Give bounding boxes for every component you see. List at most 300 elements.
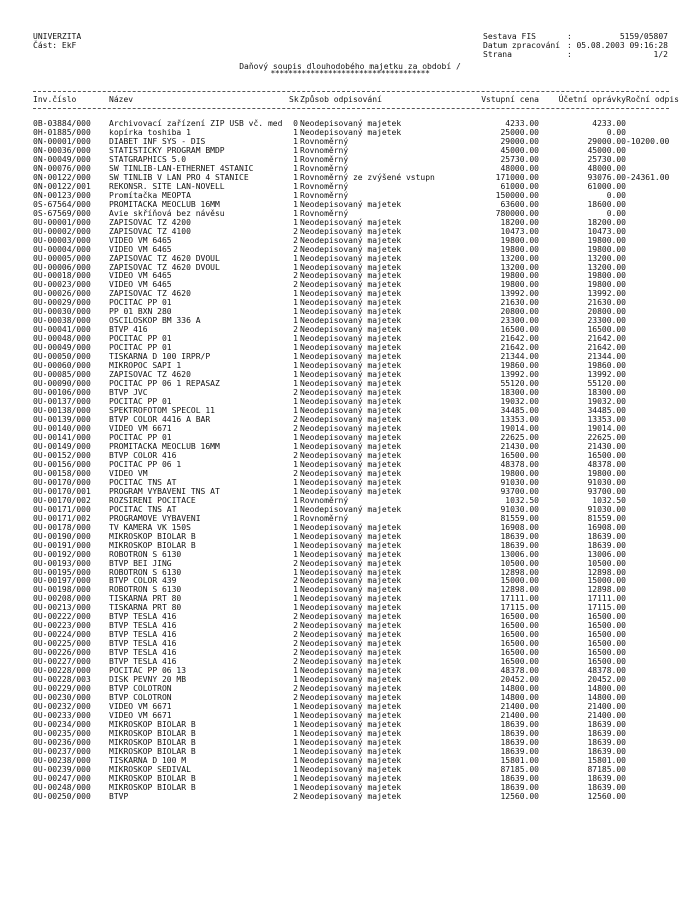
input-price: 12560.00: [500, 791, 539, 801]
asset-name: OSCILOSKOP BM 336 A: [109, 316, 201, 326]
depreciation-method: Neodepisovaný majetek: [300, 648, 402, 658]
table-header: [0, 95, 700, 104]
asset-name: ZAPISOVAC TZ 4620: [109, 370, 191, 380]
depreciation-group: 1: [293, 432, 298, 442]
depreciation-group: 1: [293, 522, 298, 532]
table-row: [0, 325, 700, 334]
input-price: 16500.00: [500, 630, 539, 640]
accounting-depreciation: 18639.00: [587, 540, 626, 550]
input-price: 15000.00: [500, 576, 539, 586]
input-price: 63600.00: [500, 199, 539, 209]
depreciation-method: Neodepisovaný majetek: [300, 307, 402, 317]
input-price: 34485.00: [500, 406, 539, 416]
input-price: 29000.00: [500, 136, 539, 146]
depreciation-group: 1: [293, 477, 298, 487]
depreciation-group: 1: [293, 719, 298, 729]
asset-name: MIKROSKOP BIOLAR B: [109, 728, 196, 738]
inv-number: 0N-00122/001: [33, 181, 91, 191]
accounting-depreciation: 19860.00: [587, 361, 626, 371]
accounting-depreciation: 19800.00: [587, 244, 626, 254]
asset-name: STATISTICKY PROGRAM BMDP: [109, 145, 225, 155]
table-row: [0, 433, 700, 442]
table-row: [0, 720, 700, 729]
depreciation-method: Neodepisovaný majetek: [300, 406, 402, 416]
table-row: [0, 424, 700, 433]
asset-name: VIDEO VM 6465: [109, 235, 172, 245]
accounting-depreciation: 10473.00: [587, 226, 626, 236]
table-row: [0, 532, 700, 541]
depreciation-method: Neodepisovaný majetek: [300, 289, 402, 299]
table-row: [0, 307, 700, 316]
depreciation-method: Neodepisovaný majetek: [300, 755, 402, 765]
accounting-depreciation: 29000.00: [587, 136, 626, 146]
asset-name: ROBOTRON S 6130: [109, 567, 182, 577]
input-price: 48378.00: [500, 666, 539, 676]
input-price: 15801.00: [500, 755, 539, 765]
accounting-depreciation: 21642.00: [587, 343, 626, 353]
depreciation-method: Neodepisovaný majetek: [300, 531, 402, 541]
depreciation-group: 1: [293, 441, 298, 451]
depreciation-group: 1: [293, 370, 298, 380]
table-row: [0, 612, 700, 621]
asset-name: BTVP BEI JING: [109, 558, 172, 568]
asset-name: PROGRAM VYBAVENI TNS AT: [109, 486, 220, 496]
input-price: 21400.00: [500, 711, 539, 721]
depreciation-group: 1: [293, 361, 298, 371]
accounting-depreciation: 18639.00: [587, 746, 626, 756]
table-row: [0, 155, 700, 164]
accounting-depreciation: 16500.00: [587, 450, 626, 460]
table-row: [0, 298, 700, 307]
depreciation-method: Neodepisovaný majetek: [300, 325, 402, 335]
inv-number: 0U-00225/000: [33, 639, 91, 649]
inv-number: 0H-01885/000: [33, 127, 91, 137]
accounting-depreciation: 0.00: [606, 208, 626, 218]
input-price: 20452.00: [500, 675, 539, 685]
depreciation-group: 2: [293, 423, 298, 433]
asset-name: SW TINLIB-LAN-ETHERNET 4STANIC: [109, 163, 254, 173]
accounting-depreciation: 18600.00: [587, 199, 626, 209]
depreciation-group: 2: [293, 388, 298, 398]
input-price: 18639.00: [500, 773, 539, 783]
depreciation-method: Neodepisovaný majetek: [300, 711, 402, 721]
depreciation-group: 1: [293, 675, 298, 685]
asset-name: MIKROSKOP SEDIVAL: [109, 764, 191, 774]
depreciation-method: Neodepisovaný majetek: [300, 298, 402, 308]
accounting-depreciation: 34485.00: [587, 406, 626, 416]
accounting-depreciation: 0.00: [606, 190, 626, 200]
asset-name: VIDEO VM: [109, 468, 148, 478]
inv-number: 0U-00149/000: [33, 441, 91, 451]
depreciation-method: Rovnoměrný: [300, 208, 349, 218]
table-row: [0, 487, 700, 496]
accounting-depreciation: 19014.00: [587, 423, 626, 433]
inv-number: 0U-00141/000: [33, 432, 91, 442]
depreciation-group: 2: [293, 325, 298, 335]
depreciation-method: Neodepisovaný majetek: [300, 746, 402, 756]
asset-name: BTVP COLOR 416: [109, 450, 177, 460]
depreciation-group: 1: [293, 764, 298, 774]
asset-name: ZAPISOVAC TZ 4620 DVOUL: [109, 253, 220, 263]
table-row: [0, 415, 700, 424]
inv-number: 0U-00038/000: [33, 316, 91, 326]
depreciation-method: Neodepisovaný majetek: [300, 379, 402, 389]
input-price: 22625.00: [500, 432, 539, 442]
table-row: [0, 245, 700, 254]
accounting-depreciation: 20800.00: [587, 307, 626, 317]
accounting-depreciation: 1032.50: [592, 495, 626, 505]
asset-name: ZAPISOVAC TZ 4200: [109, 217, 191, 227]
inv-number: 0U-00090/000: [33, 379, 91, 389]
table-row: [0, 397, 700, 406]
col-ucetni: Účetní oprávky: [558, 95, 626, 104]
depreciation-group: 1: [293, 755, 298, 765]
asset-name: Promítačka MEOPTA: [109, 190, 191, 200]
accounting-depreciation: 18200.00: [587, 217, 626, 227]
inv-number: 0U-00138/000: [33, 406, 91, 416]
depreciation-group: 1: [293, 540, 298, 550]
table-row: [0, 702, 700, 711]
inv-number: 0U-00191/000: [33, 540, 91, 550]
table-row: [0, 379, 700, 388]
depreciation-method: Neodepisovaný majetek: [300, 764, 402, 774]
table-row: [0, 738, 700, 747]
asset-name: POCITAC PP 01: [109, 397, 172, 407]
table-row: [0, 765, 700, 774]
table-row: [0, 442, 700, 451]
table-row: [0, 316, 700, 325]
asset-name: BTVP COLOTRON: [109, 693, 172, 703]
asset-name: MIKROPOC SAPI 1: [109, 361, 182, 371]
accounting-depreciation: 21344.00: [587, 352, 626, 362]
inv-number: 0U-00171/000: [33, 504, 91, 514]
table-row: [0, 576, 700, 585]
table-row: [0, 370, 700, 379]
asset-name: BTVP TESLA 416: [109, 639, 177, 649]
table-row: [0, 541, 700, 550]
input-price: 45000.00: [500, 145, 539, 155]
accounting-depreciation: 48378.00: [587, 459, 626, 469]
depreciation-group: 1: [293, 190, 298, 200]
table-row: [0, 559, 700, 568]
depreciation-group: 0: [293, 119, 298, 128]
asset-name: BTVP 416: [109, 325, 148, 335]
accounting-depreciation: 55120.00: [587, 379, 626, 389]
asset-name: ZAPISOVAC TZ 4620: [109, 289, 191, 299]
table-row: [0, 137, 700, 146]
depreciation-method: Neodepisovaný majetek: [300, 388, 402, 398]
depreciation-group: 1: [293, 136, 298, 146]
depreciation-group: 1: [293, 513, 298, 523]
inv-number: 0U-00023/000: [33, 280, 91, 290]
accounting-depreciation: 16500.00: [587, 630, 626, 640]
depreciation-method: Neodepisovaný majetek: [300, 280, 402, 290]
table-row: [0, 289, 700, 298]
table-row: [0, 182, 700, 191]
accounting-depreciation: 21642.00: [587, 334, 626, 344]
depreciation-group: 1: [293, 567, 298, 577]
inv-number: 0U-00250/000: [33, 791, 91, 801]
inv-number: 0U-00239/000: [33, 764, 91, 774]
input-price: 18639.00: [500, 540, 539, 550]
input-price: 19800.00: [500, 271, 539, 281]
depreciation-group: 1: [293, 486, 298, 496]
depreciation-group: 2: [293, 280, 298, 290]
depreciation-group: 1: [293, 172, 298, 182]
table-row: [0, 585, 700, 594]
input-price: 16500.00: [500, 612, 539, 622]
depreciation-group: 1: [293, 334, 298, 344]
accounting-depreciation: 45000.00: [587, 145, 626, 155]
table-row: [0, 352, 700, 361]
depreciation-group: 1: [293, 702, 298, 712]
depreciation-group: 1: [293, 397, 298, 407]
table-row: [0, 693, 700, 702]
title-underline: ************************************: [270, 69, 430, 78]
accounting-depreciation: 93076.00: [587, 172, 626, 182]
depreciation-method: Neodepisovaný majetek: [300, 719, 402, 729]
accounting-depreciation: 18639.00: [587, 728, 626, 738]
annual-depreciation: -10200.00: [626, 136, 670, 146]
input-price: 19032.00: [500, 397, 539, 407]
asset-name: MIKROSKOP BIOLAR B: [109, 540, 196, 550]
inv-number: 0U-00197/000: [33, 576, 91, 586]
depreciation-group: 1: [293, 594, 298, 604]
table-row: [0, 146, 700, 155]
table-row: [0, 621, 700, 630]
inv-number: 0U-00030/000: [33, 307, 91, 317]
input-price: 1032.50: [505, 495, 539, 505]
inv-number: 0S-67569/000: [33, 208, 91, 218]
inv-number: 0U-00158/000: [33, 468, 91, 478]
depreciation-method: Neodepisovaný majetek: [300, 459, 402, 469]
accounting-depreciation: 0.00: [606, 127, 626, 137]
org-name: UNIVERZITA: [33, 32, 82, 41]
accounting-depreciation: 18639.00: [587, 531, 626, 541]
asset-name: REKONSR. SITE LAN-NOVELL: [109, 181, 225, 191]
accounting-depreciation: 21630.00: [587, 298, 626, 308]
input-price: 17111.00: [500, 594, 539, 604]
table-row: [0, 594, 700, 603]
depreciation-method: Neodepisovaný majetek: [300, 361, 402, 371]
depreciation-group: 1: [293, 585, 298, 595]
input-price: 25730.00: [500, 154, 539, 164]
inv-number: 0U-00227/000: [33, 657, 91, 667]
depreciation-group: 1: [293, 217, 298, 227]
table-row: [0, 550, 700, 559]
depreciation-method: Neodepisovaný majetek: [300, 782, 402, 792]
asset-name: Avie skříňová bez návěsu: [109, 208, 225, 218]
strana-value: 1/2: [653, 50, 668, 59]
table-row: [0, 523, 700, 532]
asset-name: ZAPISOVAC TZ 4100: [109, 226, 191, 236]
depreciation-method: Rovnoměrný: [300, 513, 349, 523]
inv-number: 0U-00001/000: [33, 217, 91, 227]
depreciation-method: Neodepisovaný majetek: [300, 352, 402, 362]
depreciation-group: 2: [293, 226, 298, 236]
accounting-depreciation: 21400.00: [587, 711, 626, 721]
input-price: 171000.00: [495, 172, 539, 182]
depreciation-group: 1: [293, 531, 298, 541]
depreciation-method: Neodepisovaný majetek: [300, 316, 402, 326]
table-row: [0, 657, 700, 666]
depreciation-method: Neodepisovaný majetek: [300, 603, 402, 613]
asset-name: VIDEO VM 6671: [109, 702, 172, 712]
depreciation-method: Neodepisovaný majetek: [300, 791, 402, 801]
inv-number: 0U-00230/000: [33, 693, 91, 703]
table-row: [0, 388, 700, 397]
input-price: 18300.00: [500, 388, 539, 398]
asset-name: PROMITACKA MEOCLUB 16MM: [109, 199, 220, 209]
table-row: [0, 514, 700, 523]
depreciation-method: Neodepisovaný majetek: [300, 522, 402, 532]
depreciation-method: Neodepisovaný majetek: [300, 119, 402, 128]
depreciation-group: 1: [293, 746, 298, 756]
asset-name: MIKROSKOP BIOLAR B: [109, 737, 196, 747]
inv-number: 0U-00237/000: [33, 746, 91, 756]
inv-number: 0U-00222/000: [33, 612, 91, 622]
depreciation-method: Neodepisovaný majetek: [300, 504, 402, 514]
inv-number: 0U-00004/000: [33, 244, 91, 254]
report-title: Daňový soupis dlouhodobého majetku za období /: [239, 62, 461, 71]
table-row: [0, 747, 700, 756]
depreciation-group: 1: [293, 316, 298, 326]
input-price: 48378.00: [500, 459, 539, 469]
asset-name: BTVP COLOR 439: [109, 576, 177, 586]
depreciation-group: 1: [293, 253, 298, 263]
depreciation-group: 2: [293, 244, 298, 254]
depreciation-method: Rovnoměrný: [300, 495, 349, 505]
inv-number: 0U-00248/000: [33, 782, 91, 792]
table-row: [0, 496, 700, 505]
input-price: 18639.00: [500, 746, 539, 756]
col-sk: Sk: [289, 95, 299, 104]
accounting-depreciation: 19800.00: [587, 280, 626, 290]
asset-name: POCITAC PP 01: [109, 343, 172, 353]
depreciation-method: Neodepisovaný majetek: [300, 567, 402, 577]
accounting-depreciation: 16500.00: [587, 657, 626, 667]
accounting-depreciation: 21430.00: [587, 441, 626, 451]
accounting-depreciation: 16908.00: [587, 522, 626, 532]
asset-name: PROMITACKA MEOCLUB 16MM: [109, 441, 220, 451]
table-row: [0, 460, 700, 469]
depreciation-method: Neodepisovaný majetek: [300, 612, 402, 622]
inv-number: 0U-00018/000: [33, 271, 91, 281]
table-row: [0, 209, 700, 218]
depreciation-group: 1: [293, 549, 298, 559]
depreciation-method: Neodepisovaný majetek: [300, 253, 402, 263]
input-price: 13200.00: [500, 253, 539, 263]
inv-number: 0S-67564/000: [33, 199, 91, 209]
inv-number: 0U-00178/000: [33, 522, 91, 532]
accounting-depreciation: 12898.00: [587, 567, 626, 577]
depreciation-method: Neodepisovaný majetek: [300, 728, 402, 738]
table-row: [0, 729, 700, 738]
input-price: 16500.00: [500, 639, 539, 649]
depreciation-method: Neodepisovaný majetek: [300, 415, 402, 424]
depreciation-method: Neodepisovaný majetek: [300, 540, 402, 550]
input-price: 20800.00: [500, 307, 539, 317]
table-row: [0, 711, 700, 720]
input-price: 21430.00: [500, 441, 539, 451]
inv-number: 0U-00041/000: [33, 325, 91, 335]
accounting-depreciation: 22625.00: [587, 432, 626, 442]
depreciation-group: 2: [293, 630, 298, 640]
depreciation-method: Neodepisovaný majetek: [300, 630, 402, 640]
input-price: 19800.00: [500, 244, 539, 254]
table-row: [0, 119, 700, 128]
accounting-depreciation: 61000.00: [587, 181, 626, 191]
table-row: [0, 666, 700, 675]
inv-number: 0U-00195/000: [33, 567, 91, 577]
asset-name: TISKARNA PRT 80: [109, 603, 182, 613]
col-nazev: Název: [109, 95, 134, 104]
accounting-depreciation: 16500.00: [587, 325, 626, 335]
depreciation-group: 2: [293, 648, 298, 658]
input-price: 18639.00: [500, 737, 539, 747]
accounting-depreciation: 13992.00: [587, 289, 626, 299]
accounting-depreciation: 91030.00: [587, 477, 626, 487]
input-price: 19800.00: [500, 235, 539, 245]
asset-name: ZAPISOVAC TZ 4620 DVOUL: [109, 262, 220, 272]
input-price: 19800.00: [500, 280, 539, 290]
inv-number: 0U-00238/000: [33, 755, 91, 765]
inv-number: 0N-00122/000: [33, 172, 91, 182]
datum-label: Datum zpracování: [483, 41, 561, 50]
inv-number: 0U-00223/000: [33, 621, 91, 631]
accounting-depreciation: 20452.00: [587, 675, 626, 685]
datum-value: 05.08.2003 09:16:28: [576, 41, 668, 50]
inv-number: 0U-00106/000: [33, 388, 91, 398]
asset-name: ROZSIRENI POCITACE: [109, 495, 196, 505]
depreciation-group: 2: [293, 639, 298, 649]
depreciation-group: 2: [293, 271, 298, 281]
input-price: 93700.00: [500, 486, 539, 496]
depreciation-method: Neodepisovaný majetek: [300, 486, 402, 496]
depreciation-group: 2: [293, 693, 298, 703]
inv-number: 0U-00140/000: [33, 423, 91, 433]
inv-number: 0U-00233/000: [33, 711, 91, 721]
accounting-depreciation: 93700.00: [587, 486, 626, 496]
inv-number: 0U-00139/000: [33, 415, 91, 424]
depreciation-group: 1: [293, 728, 298, 738]
inv-number: 0U-00006/000: [33, 262, 91, 272]
depreciation-method: Rovnoměrný: [300, 190, 349, 200]
input-price: 16908.00: [500, 522, 539, 532]
depreciation-method: Rovnoměrný ze zvýšené vstupn: [300, 172, 435, 182]
depreciation-group: 1: [293, 379, 298, 389]
inv-number: 0U-00229/000: [33, 684, 91, 694]
depreciation-group: 1: [293, 181, 298, 191]
accounting-depreciation: 12898.00: [587, 585, 626, 595]
table-row: [0, 254, 700, 263]
input-price: 18200.00: [500, 217, 539, 227]
depreciation-group: 2: [293, 468, 298, 478]
header-rule-bottom: [33, 108, 669, 109]
inv-number: 0U-00235/000: [33, 728, 91, 738]
input-price: 21344.00: [500, 352, 539, 362]
input-price: 780000.00: [495, 208, 539, 218]
inv-number: 0U-00213/000: [33, 603, 91, 613]
asset-name: BTVP TESLA 416: [109, 630, 177, 640]
strana-label: Strana: [483, 50, 512, 59]
depreciation-method: Neodepisovaný majetek: [300, 244, 402, 254]
table-row: [0, 271, 700, 280]
input-price: 81559.00: [500, 513, 539, 523]
depreciation-method: Rovnoměrný: [300, 154, 349, 164]
col-inv: Inv.číslo: [33, 95, 77, 104]
accounting-depreciation: 14800.00: [587, 693, 626, 703]
